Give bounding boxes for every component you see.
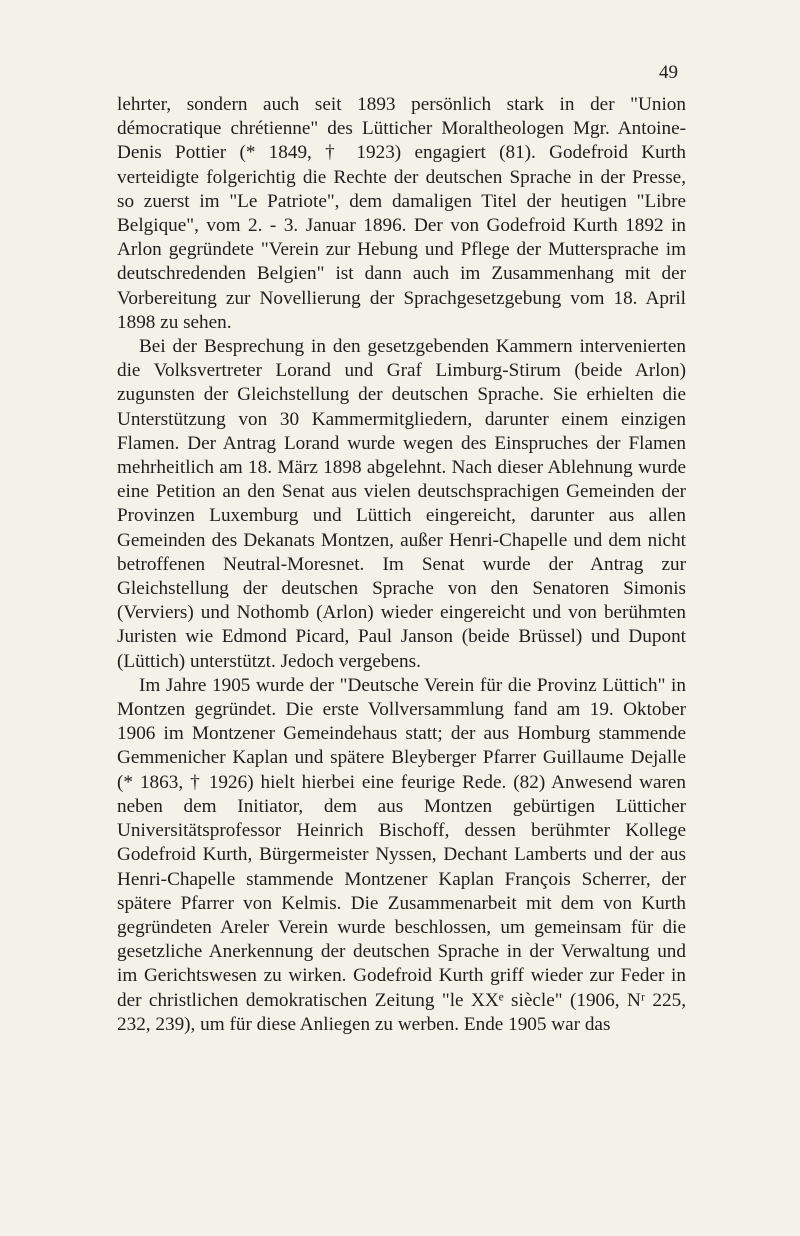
page-number: 49 <box>659 62 678 83</box>
paragraph-3: Im Jahre 1905 wurde der "Deutsche Verein für die Provinz Lüttich" in Montzen gegründet. Die erste Vollversammlung fand am 19. Oktober 1906 im Montzener Gemeindehaus statt; der aus Homburg stammende Gemmenicher Kaplan und spätere Bleyberger Pfarrer Guillaume Dejalle (* 1863, † 1926) hielt hierbei eine feurige Rede. (82) Anwesend waren neben dem Initiator, dem aus Montzen gebürtigen Lütticher Universitätsprofessor Heinrich Bischoff, dessen berühmter Kollege Godefroid Kurth, Bürgermeister Nyssen, Dechant Lamberts und der aus Henri-Chapelle stammende Montzener Kaplan François Scherrer, der spätere Pfarrer von Kelmis. Die Zusammenarbeit mit dem von Kurth gegründeten Areler Verein wurde beschlossen, um gemeinsam für die gesetzliche Anerkennung der deutschen Sprache in der Verwaltung und im Gerichtswesen zu wirken. Godefroid Kurth griff wieder zur Feder in der christlichen demokratischen Zeitung "le XXᵉ siècle" (1906, Nʳ 225, 232, 239), um für diese Anliegen zu werben. Ende 1905 war das <box>117 674 686 1035</box>
paragraph-2: Bei der Besprechung in den gesetzgebenden Kammern intervenierten die Volksvertreter Lorand und Graf Limburg-Stirum (beide Arlon) zugunsten der Gleichstellung der deutschen Sprache. Sie erhielten die Unterstützung von 30 Kammermitgliedern, darunter einem einzigen Flamen. Der Antrag Lorand wurde wegen des Einspruches der Flamen mehrheitlich am 18. März 1898 abgelehnt. Nach dieser Ablehnung wurde eine Petition an den Senat aus vielen deutschsprachigen Gemeinden der Provinzen Luxemburg und Lüttich eingereicht, darunter aus allen Gemeinden des Dekanats Montzen, außer Henri-Chapelle und dem nicht betroffenen Neutral-Moresnet. Im Senat wurde der Antrag zur Gleichstellung der deutschen Sprache von den Senatoren Simonis (Verviers) und Nothomb (Arlon) wieder eingereicht und von berühmten Juristen wie Edmond Picard, Paul Janson (beide Brüssel) und Dupont (Lüttich) unterstützt. Jedoch vergebens. <box>117 336 686 672</box>
body-text <box>117 93 686 1037</box>
paragraph-1: lehrter, sondern auch seit 1893 persönlich stark in der "Union démocratique chrétienne" des Lütticher Moraltheologen Mgr. Antoine-Denis Pottier (* 1849, † 1923) engagiert (81). Godefroid Kurth verteidigte folgerichtig die Rechte der deutschen Sprache in der Presse, so zuerst im "Le Patriote", dem damaligen Titel der heutigen "Libre Belgique", vom 2. - 3. Januar 1896. Der von Godefroid Kurth 1892 in Arlon gegründete "Verein zur Hebung und Pflege der Muttersprache im deutschredenden Belgien" ist dann auch im Zusammenhang mit der Vorbereitung zur Novellierung der Sprachgesetzgebung vom 18. April 1898 zu sehen. <box>117 94 686 333</box>
